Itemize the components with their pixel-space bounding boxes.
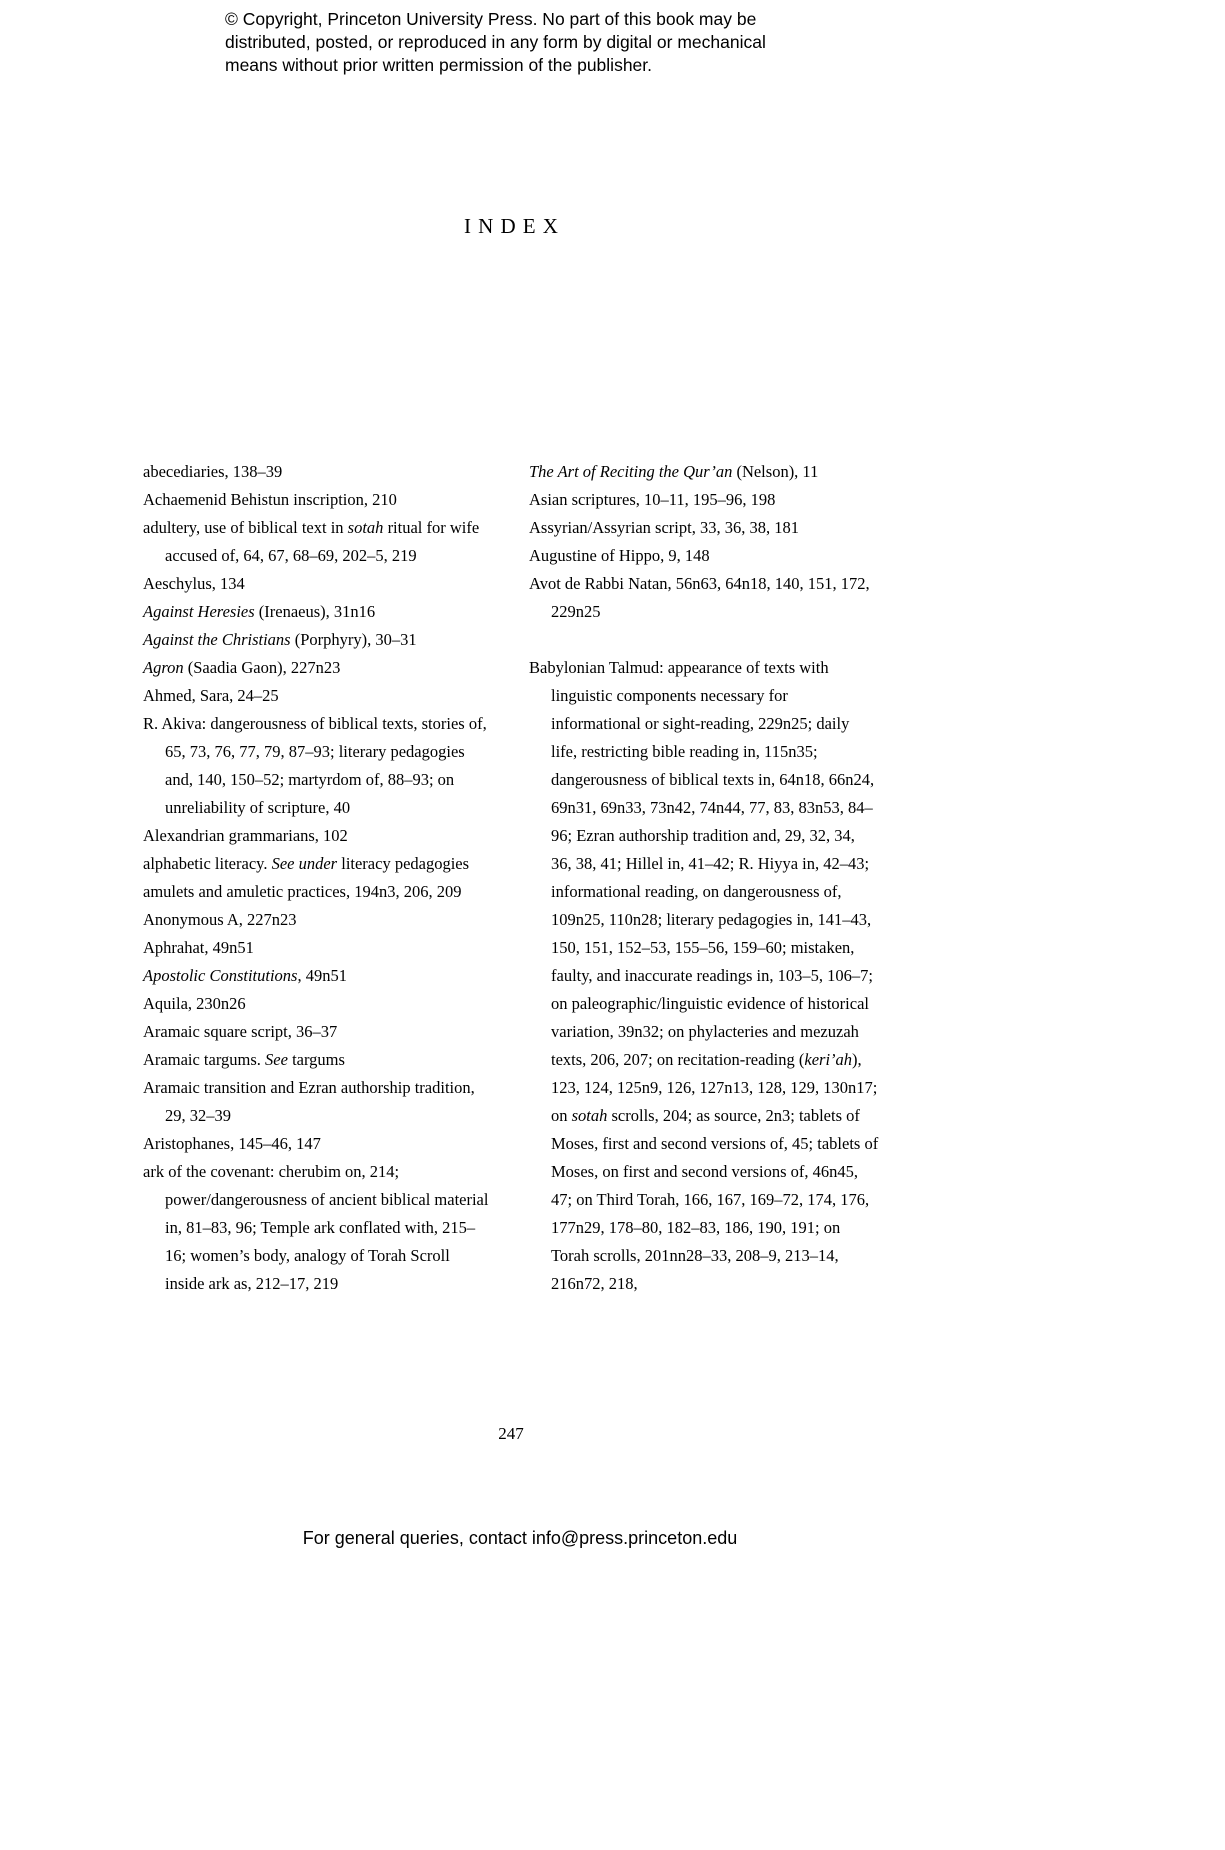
index-entry [143,1074,493,1130]
index-entry [529,542,879,570]
index-entry [143,654,493,682]
index-entry-text: Alexandrian grammarians, 102 [143,826,348,845]
index-entry-italic-text: See under [271,854,338,873]
index-entry [529,514,879,542]
copyright-line: means without prior written permission of the publisher. [225,55,653,75]
index-entry [529,654,879,1298]
index-entry-italic-text: Apostolic Constitutions [143,966,298,985]
index-entry-italic-text: The Art of Reciting the Qur’an [529,462,733,481]
index-entry-text: (Nelson), 11 [732,462,819,481]
index-entry [143,1046,493,1074]
index-entry-italic-text: See [265,1050,288,1069]
index-entry-text: , 49n51 [297,966,347,985]
copyright-notice [225,8,845,77]
index-entry-text: ), 123, 124, 125n9, 126, 127n13, 128, 129, 130n17; on [551,1050,878,1125]
index-entry-text: Asian scriptures, 10–11, 195–96, 198 [529,490,776,509]
page-title: INDEX [464,214,566,238]
index-entry [143,514,493,570]
index-entry [143,878,493,906]
index-entry-text: Achaemenid Behistun inscription, 210 [143,490,397,509]
copyright-line: © Copyright, Princeton University Press. No part of this book may be [225,9,757,29]
page-number: 247 [498,1424,524,1443]
copyright-line: distributed, posted, or reproduced in any form by digital or mechanical [225,32,766,52]
index-entry [143,598,493,626]
index-entry [529,486,879,514]
index-entry-text: Babylonian Talmud: appearance of texts with linguistic components necessary for informational or sight-reading, 229n25; daily life, restricting bible reading in, 115n35; dangerousness of biblical texts in, 64n18, 66n24, 69n31, 69n33, 73n42, 74n44, 77, 83, 83n53, 84–96; Ezran authorship tradition and, 29, 32, 34, 36, 38, 41; Hillel in, 41–42; R. Hiyya in, 42–43; informational reading, on dangerousness of, 109n25, 110n28; literary pedagogies in, 141–43, 150, 151, 152–53, 155–56, 159–60; mistaken, faulty, and inaccurate readings in, 103–5, 106–7; on paleographic/linguistic evidence of historical variation, 39n32; on phylacteries and mezuzah texts, 206, 207; on recitation-reading ( [529,658,875,1069]
index-entry [143,1130,493,1158]
index-entry-text: Aphrahat, 49n51 [143,938,254,957]
index-entry [143,962,493,990]
index-entry-italic-text: sotah [571,1106,608,1125]
index-entry-italic-text: Against Heresies [143,602,255,621]
index-entry-text: Aeschylus, 134 [143,574,245,593]
index-entry [143,626,493,654]
index-entry [143,710,493,822]
index-entry-text: (Saadia Gaon), 227n23 [183,658,341,677]
index-entry-text: Aristophanes, 145–46, 147 [143,1134,321,1153]
index-entry [143,934,493,962]
index-entry-text: amulets and amuletic practices, 194n3, 206, 209 [143,882,462,901]
index-entry-text: (Porphyry), 30–31 [290,630,417,649]
index-entry-text: Assyrian/Assyrian script, 33, 36, 38, 181 [529,518,799,537]
index-entry-text: literacy pedagogies [337,854,470,873]
index-entry [143,1158,493,1298]
index-entry-text: Aramaic targums. [143,1050,266,1069]
index-entry-text: (Irenaeus), 31n16 [254,602,376,621]
index-entry-text: adultery, use of biblical text in [143,518,348,537]
index-entry-text: scrolls, 204; as source, 2n3; tablets of Moses, first and second versions of, 45; tablets of Moses, on first and second versions of, 46n45, 47; on Third Torah, 166, 167, 169–72, 174, 176, 177n29, 178–80, 182–83, 186, 190, 191; on Torah scrolls, 201nn28–33, 208–9, 213–14, 216n72, 218, [551,1106,879,1293]
index-entry-text: ritual for wife accused of, 64, 67, 68–69, 202–5, 219 [165,518,480,565]
index-entry [143,906,493,934]
footer-query-note: For general queries, contact info@press.princeton.edu [302,1528,738,1548]
index-entry-text: Aquila, 230n26 [143,994,246,1013]
index-entry-text: abecediaries, 138–39 [143,462,283,481]
index-columns [143,458,879,1298]
index-entry [143,850,493,878]
index-entry-text: Avot de Rabbi Natan, 56n63, 64n18, 140, 151, 172, 229n25 [529,574,870,621]
index-entry [143,458,493,486]
index-entry [143,822,493,850]
index-entry-italic-text: Against the Christians [143,630,291,649]
index-entry [143,682,493,710]
index-column-right [529,458,879,1298]
index-entry [143,570,493,598]
index-entry-text: targums [287,1050,345,1069]
index-entry [529,570,879,626]
index-entry [143,1018,493,1046]
index-entry [143,990,493,1018]
index-entry-italic-text: Agron [143,658,184,677]
index-entry-text: Aramaic transition and Ezran authorship tradition, 29, 32–39 [143,1078,475,1125]
index-entry-text: Anonymous A, 227n23 [143,910,297,929]
index-entry-text: ark of the covenant: cherubim on, 214; power/dangerousness of ancient biblical material in, 81–83, 96; Temple ark conflated with, 215–16; women’s body, analogy of Torah Scroll inside ark as, 212–17, 219 [143,1162,489,1293]
index-entry [143,486,493,514]
index-entry-text: Ahmed, Sara, 24–25 [143,686,279,705]
index-entry-italic-text: keri’ah [804,1050,853,1069]
index-entry-text: alphabetic literacy. [143,854,272,873]
index-column-left [143,458,493,1298]
index-entry-italic-text: sotah [347,518,384,537]
index-entry-text: R. Akiva: dangerousness of biblical texts, stories of, 65, 73, 76, 77, 79, 87–93; literary pedagogies and, 140, 150–52; martyrdom of, 88–93; on unreliability of scripture, 40 [143,714,487,817]
index-entry-text: Aramaic square script, 36–37 [143,1022,338,1041]
index-entry [529,458,879,486]
index-entry-text: Augustine of Hippo, 9, 148 [529,546,710,565]
